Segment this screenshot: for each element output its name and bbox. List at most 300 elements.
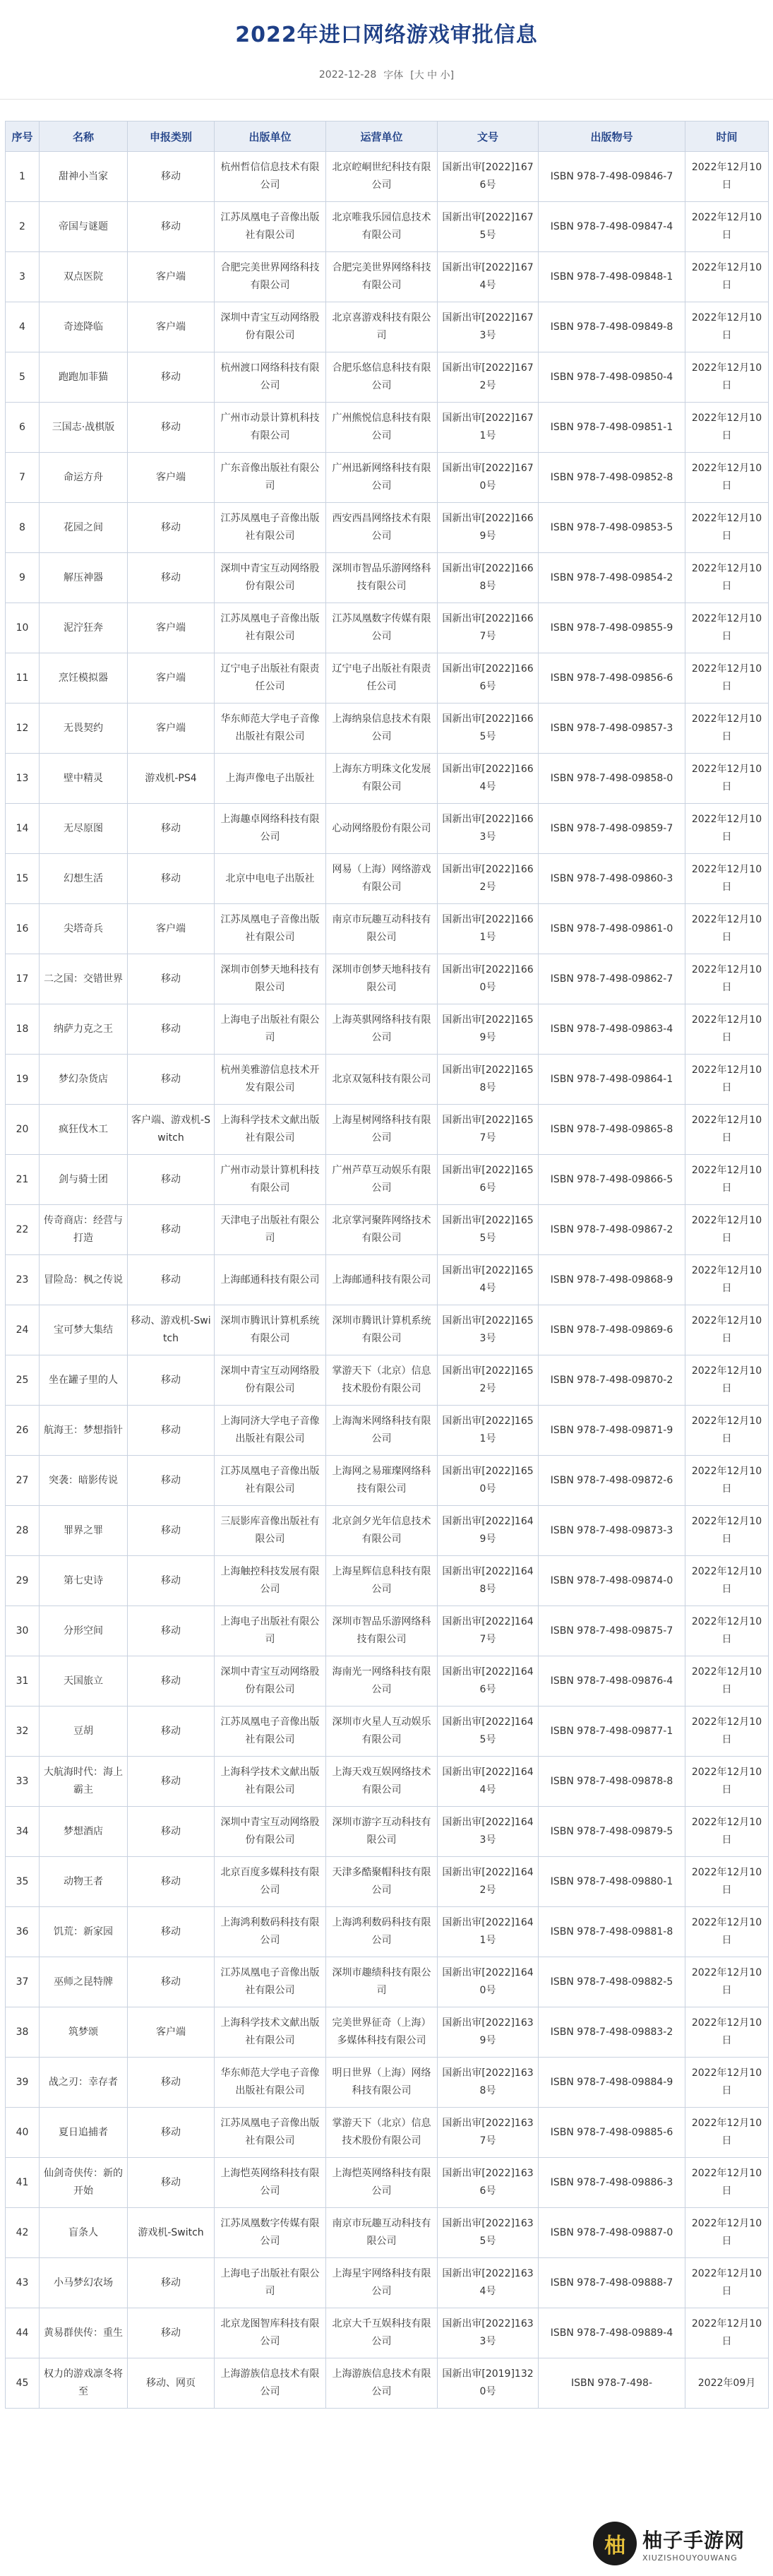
cell-doc-number: 国新出审[2022]1669号 — [438, 503, 539, 553]
cell-isbn: ISBN 978-7-498-09853-5 — [539, 503, 685, 553]
cell-operator: 上海星辉信息科技有限公司 — [326, 1556, 438, 1606]
cell-date: 2022年12月10日 — [685, 1105, 769, 1155]
cell-index: 29 — [6, 1556, 40, 1606]
cell-publisher: 上海触控科技发展有限公司 — [215, 1556, 326, 1606]
cell-operator: 天津多酷聚帽科技有限公司 — [326, 1857, 438, 1907]
cell-category: 移动 — [128, 352, 215, 403]
cell-category: 移动 — [128, 1606, 215, 1656]
cell-category: 移动 — [128, 1155, 215, 1205]
cell-date: 2022年12月10日 — [685, 503, 769, 553]
cell-operator: 上海纳泉信息技术有限公司 — [326, 704, 438, 754]
cell-index: 20 — [6, 1105, 40, 1155]
table-row — [6, 252, 769, 302]
cell-name: 奇迹降临 — [40, 302, 128, 352]
cell-isbn: ISBN 978-7-498-09873-3 — [539, 1506, 685, 1556]
cell-index: 7 — [6, 453, 40, 503]
cell-index: 13 — [6, 754, 40, 804]
table-row — [6, 1305, 769, 1355]
cell-doc-number: 国新出审[2022]1660号 — [438, 954, 539, 1004]
cell-isbn: ISBN 978-7-498-09866-5 — [539, 1155, 685, 1205]
cell-publisher: 天津电子出版社有限公司 — [215, 1205, 326, 1255]
cell-publisher: 北京中电电子出版社 — [215, 854, 326, 904]
cell-category: 移动 — [128, 1255, 215, 1305]
cell-index: 37 — [6, 1957, 40, 2007]
cell-operator: 上海东方明珠文化发展有限公司 — [326, 754, 438, 804]
table-row — [6, 1807, 769, 1857]
cell-name: 仙剑奇侠传：新的开始 — [40, 2158, 128, 2208]
cell-isbn: ISBN 978-7-498-09876-4 — [539, 1656, 685, 1707]
cell-name: 冒险岛：枫之传说 — [40, 1255, 128, 1305]
cell-doc-number: 国新出审[2022]1650号 — [438, 1456, 539, 1506]
cell-date: 2022年12月10日 — [685, 1355, 769, 1406]
table-row — [6, 1707, 769, 1757]
col-header-category: 申报类别 — [128, 121, 215, 152]
cell-isbn: ISBN 978-7-498-09878-8 — [539, 1757, 685, 1807]
cell-date: 2022年12月10日 — [685, 1305, 769, 1355]
cell-operator: 北京喜游戏科技有限公司 — [326, 302, 438, 352]
cell-publisher: 深圳中青宝互动网络股份有限公司 — [215, 302, 326, 352]
cell-index: 32 — [6, 1707, 40, 1757]
cell-operator: 广州熊悦信息科技有限公司 — [326, 403, 438, 453]
site-watermark — [593, 2516, 769, 2571]
cell-name: 战之刃：幸存者 — [40, 2058, 128, 2108]
table-row — [6, 2007, 769, 2058]
table-row — [6, 603, 769, 653]
table-row — [6, 1606, 769, 1656]
cell-publisher: 江苏凤凰电子音像出版社有限公司 — [215, 1707, 326, 1757]
cell-publisher: 杭州美雅游信息技术开发有限公司 — [215, 1055, 326, 1105]
cell-index: 14 — [6, 804, 40, 854]
cell-category: 移动 — [128, 2058, 215, 2108]
cell-isbn: ISBN 978-7-498-09856-6 — [539, 653, 685, 704]
cell-date: 2022年12月10日 — [685, 904, 769, 954]
cell-index: 12 — [6, 704, 40, 754]
cell-date: 2022年12月10日 — [685, 2007, 769, 2058]
cell-date: 2022年09月 — [685, 2358, 769, 2409]
cell-publisher: 上海电子出版社有限公司 — [215, 1606, 326, 1656]
cell-category: 移动 — [128, 1406, 215, 1456]
cell-index: 26 — [6, 1406, 40, 1456]
cell-date: 2022年12月10日 — [685, 603, 769, 653]
cell-index: 30 — [6, 1606, 40, 1656]
cell-index: 39 — [6, 2058, 40, 2108]
cell-publisher: 上海同济大学电子音像出版社有限公司 — [215, 1406, 326, 1456]
cell-doc-number: 国新出审[2022]1663号 — [438, 804, 539, 854]
cell-name: 第七史诗 — [40, 1556, 128, 1606]
cell-publisher: 上海电子出版社有限公司 — [215, 2258, 326, 2308]
cell-name: 泥泞狂奔 — [40, 603, 128, 653]
cell-isbn: ISBN 978-7-498-09875-7 — [539, 1606, 685, 1656]
cell-date: 2022年12月10日 — [685, 1807, 769, 1857]
cell-index: 33 — [6, 1757, 40, 1807]
table-row — [6, 453, 769, 503]
cell-name: 双点医院 — [40, 252, 128, 302]
cell-isbn: ISBN 978-7-498-09879-5 — [539, 1807, 685, 1857]
cell-index: 27 — [6, 1456, 40, 1506]
cell-doc-number: 国新出审[2022]1658号 — [438, 1055, 539, 1105]
cell-publisher: 华东师范大学电子音像出版社有限公司 — [215, 2058, 326, 2108]
cell-publisher: 上海声像电子出版社 — [215, 754, 326, 804]
cell-date: 2022年12月10日 — [685, 804, 769, 854]
cell-category: 客户端 — [128, 302, 215, 352]
cell-doc-number: 国新出审[2022]1635号 — [438, 2208, 539, 2258]
cell-date: 2022年12月10日 — [685, 754, 769, 804]
cell-isbn: ISBN 978-7-498-09846-7 — [539, 152, 685, 202]
cell-date: 2022年12月10日 — [685, 2058, 769, 2108]
cell-publisher: 广州市动景计算机科技有限公司 — [215, 403, 326, 453]
cell-category: 游戏机-Switch — [128, 2208, 215, 2258]
cell-isbn: ISBN 978-7-498-09848-1 — [539, 252, 685, 302]
cell-index: 25 — [6, 1355, 40, 1406]
cell-index: 36 — [6, 1907, 40, 1957]
cell-date: 2022年12月10日 — [685, 653, 769, 704]
cell-operator: 南京市玩趣互动科技有限公司 — [326, 904, 438, 954]
cell-doc-number: 国新出审[2022]1667号 — [438, 603, 539, 653]
col-header-publisher: 出版单位 — [215, 121, 326, 152]
cell-isbn: ISBN 978-7-498-09870-2 — [539, 1355, 685, 1406]
cell-index: 11 — [6, 653, 40, 704]
cell-doc-number: 国新出审[2022]1641号 — [438, 1907, 539, 1957]
cell-doc-number: 国新出审[2022]1642号 — [438, 1857, 539, 1907]
cell-date: 2022年12月10日 — [685, 1957, 769, 2007]
cell-name: 罪界之罪 — [40, 1506, 128, 1556]
cell-publisher: 江苏凤凰电子音像出版社有限公司 — [215, 503, 326, 553]
table-row — [6, 503, 769, 553]
cell-name: 跑跑加菲猫 — [40, 352, 128, 403]
cell-date: 2022年12月10日 — [685, 1757, 769, 1807]
cell-doc-number: 国新出审[2022]1633号 — [438, 2308, 539, 2358]
cell-isbn: ISBN 978-7-498-09849-8 — [539, 302, 685, 352]
cell-publisher: 上海鸿利数码科技有限公司 — [215, 1907, 326, 1957]
cell-operator: 上海星宇网络科技有限公司 — [326, 2258, 438, 2308]
cell-name: 三国志·战棋版 — [40, 403, 128, 453]
cell-date: 2022年12月10日 — [685, 302, 769, 352]
cell-isbn: ISBN 978-7-498-09862-7 — [539, 954, 685, 1004]
cell-isbn: ISBN 978-7-498-09883-2 — [539, 2007, 685, 2058]
cell-publisher: 上海电子出版社有限公司 — [215, 1004, 326, 1055]
cell-category: 移动、网页 — [128, 2358, 215, 2409]
cell-operator: 上海邮通科技有限公司 — [326, 1255, 438, 1305]
cell-date: 2022年12月10日 — [685, 1606, 769, 1656]
cell-isbn: ISBN 978-7-498-09868-9 — [539, 1255, 685, 1305]
cell-doc-number: 国新出审[2022]1647号 — [438, 1606, 539, 1656]
cell-operator: 上海星树网络科技有限公司 — [326, 1105, 438, 1155]
cell-isbn: ISBN 978-7-498-09847-4 — [539, 202, 685, 252]
cell-doc-number: 国新出审[2022]1637号 — [438, 2108, 539, 2158]
cell-name: 天国旅立 — [40, 1656, 128, 1707]
cell-index: 6 — [6, 403, 40, 453]
font-size-selector[interactable]: [大 中 小] — [410, 70, 455, 81]
cell-publisher: 上海趣卓网络科技有限公司 — [215, 804, 326, 854]
cell-category: 移动 — [128, 152, 215, 202]
cell-index: 23 — [6, 1255, 40, 1305]
cell-category: 移动 — [128, 1355, 215, 1406]
cell-doc-number: 国新出审[2022]1659号 — [438, 1004, 539, 1055]
table-row — [6, 1406, 769, 1456]
table-row — [6, 2108, 769, 2158]
col-header-doc-number: 文号 — [438, 121, 539, 152]
cell-doc-number: 国新出审[2022]1646号 — [438, 1656, 539, 1707]
cell-publisher: 广东音像出版社有限公司 — [215, 453, 326, 503]
table-row — [6, 1907, 769, 1957]
cell-category: 客户端 — [128, 2007, 215, 2058]
cell-date: 2022年12月10日 — [685, 1506, 769, 1556]
cell-name: 巫师之昆特牌 — [40, 1957, 128, 2007]
table-row — [6, 1556, 769, 1606]
cell-index: 19 — [6, 1055, 40, 1105]
cell-name: 剑与骑士团 — [40, 1155, 128, 1205]
cell-operator: 上海恺英网络科技有限公司 — [326, 2158, 438, 2208]
cell-category: 移动 — [128, 954, 215, 1004]
col-header-name: 名称 — [40, 121, 128, 152]
cell-publisher: 辽宁电子出版社有限责任公司 — [215, 653, 326, 704]
col-header-isbn: 出版物号 — [539, 121, 685, 152]
cell-doc-number: 国新出审[2022]1651号 — [438, 1406, 539, 1456]
cell-publisher: 深圳中青宝互动网络股份有限公司 — [215, 1656, 326, 1707]
cell-index: 45 — [6, 2358, 40, 2409]
cell-publisher: 杭州渡口网络科技有限公司 — [215, 352, 326, 403]
cell-operator: 西安西昌网络技术有限公司 — [326, 503, 438, 553]
cell-operator: 广州芦草互动娱乐有限公司 — [326, 1155, 438, 1205]
cell-name: 帝国与谜题 — [40, 202, 128, 252]
cell-publisher: 北京龙图智库科技有限公司 — [215, 2308, 326, 2358]
cell-isbn: ISBN 978-7-498-09872-6 — [539, 1456, 685, 1506]
cell-name: 黄易群侠传：重生 — [40, 2308, 128, 2358]
cell-date: 2022年12月10日 — [685, 1656, 769, 1707]
cell-doc-number: 国新出审[2022]1653号 — [438, 1305, 539, 1355]
cell-doc-number: 国新出审[2022]1676号 — [438, 152, 539, 202]
cell-doc-number: 国新出审[2022]1654号 — [438, 1255, 539, 1305]
cell-publisher: 江苏凤凰电子音像出版社有限公司 — [215, 1957, 326, 2007]
table-row — [6, 1656, 769, 1707]
cell-name: 盲条人 — [40, 2208, 128, 2258]
cell-index: 21 — [6, 1155, 40, 1205]
cell-isbn: ISBN 978-7-498-09889-4 — [539, 2308, 685, 2358]
cell-name: 小马梦幻农场 — [40, 2258, 128, 2308]
cell-isbn: ISBN 978-7-498-09857-3 — [539, 704, 685, 754]
cell-index: 40 — [6, 2108, 40, 2158]
cell-name: 梦幻杂货店 — [40, 1055, 128, 1105]
cell-name: 坐在罐子里的人 — [40, 1355, 128, 1406]
cell-doc-number: 国新出审[2022]1649号 — [438, 1506, 539, 1556]
cell-operator: 江苏凤凰数字传媒有限公司 — [326, 603, 438, 653]
cell-operator: 北京双氪科技有限公司 — [326, 1055, 438, 1105]
col-header-date: 时间 — [685, 121, 769, 152]
cell-doc-number: 国新出审[2022]1670号 — [438, 453, 539, 503]
cell-index: 3 — [6, 252, 40, 302]
table-row — [6, 2358, 769, 2409]
cell-publisher: 深圳中青宝互动网络股份有限公司 — [215, 1355, 326, 1406]
cell-isbn: ISBN 978-7-498-09880-1 — [539, 1857, 685, 1907]
cell-name: 分形空间 — [40, 1606, 128, 1656]
cell-name: 壁中精灵 — [40, 754, 128, 804]
cell-operator: 掌游天下（北京）信息技术股份有限公司 — [326, 1355, 438, 1406]
cell-category: 移动、游戏机-Switch — [128, 1305, 215, 1355]
table-row — [6, 1857, 769, 1907]
cell-name: 豆胡 — [40, 1707, 128, 1757]
cell-isbn: ISBN 978-7-498-09859-7 — [539, 804, 685, 854]
cell-publisher: 三辰影库音像出版社有限公司 — [215, 1506, 326, 1556]
cell-name: 筑梦颂 — [40, 2007, 128, 2058]
cell-date: 2022年12月10日 — [685, 1155, 769, 1205]
cell-isbn: ISBN 978-7-498-09882-5 — [539, 1957, 685, 2007]
cell-name: 饥荒：新家园 — [40, 1907, 128, 1957]
cell-category: 移动 — [128, 553, 215, 603]
cell-date: 2022年12月10日 — [685, 553, 769, 603]
cell-publisher: 江苏凤凰数字传媒有限公司 — [215, 2208, 326, 2258]
cell-operator: 深圳市智品乐游网络科技有限公司 — [326, 1606, 438, 1656]
table-row — [6, 904, 769, 954]
table-row — [6, 202, 769, 252]
cell-name: 无尽原图 — [40, 804, 128, 854]
cell-doc-number: 国新出审[2022]1671号 — [438, 403, 539, 453]
cell-operator: 上海淘米网络科技有限公司 — [326, 1406, 438, 1456]
table-row — [6, 854, 769, 904]
cell-publisher: 广州市动景计算机科技有限公司 — [215, 1155, 326, 1205]
cell-doc-number: 国新出审[2022]1664号 — [438, 754, 539, 804]
cell-date: 2022年12月10日 — [685, 453, 769, 503]
cell-index: 2 — [6, 202, 40, 252]
cell-category: 移动 — [128, 1857, 215, 1907]
cell-operator: 深圳市火星人互动娱乐有限公司 — [326, 1707, 438, 1757]
cell-index: 10 — [6, 603, 40, 653]
cell-index: 8 — [6, 503, 40, 553]
cell-date: 2022年12月10日 — [685, 1707, 769, 1757]
cell-date: 2022年12月10日 — [685, 152, 769, 202]
cell-category: 移动 — [128, 1957, 215, 2007]
table-header-row — [6, 121, 769, 152]
cell-date: 2022年12月10日 — [685, 1205, 769, 1255]
cell-publisher: 合肥完美世界网络科技有限公司 — [215, 252, 326, 302]
cell-category: 移动 — [128, 1707, 215, 1757]
cell-doc-number: 国新出审[2022]1643号 — [438, 1807, 539, 1857]
cell-category: 客户端 — [128, 653, 215, 704]
cell-operator: 完美世界征奇（上海）多媒体科技有限公司 — [326, 2007, 438, 2058]
publish-date: 2022-12-28 — [318, 69, 377, 81]
cell-operator: 北京崆峒世纪科技有限公司 — [326, 152, 438, 202]
cell-publisher: 江苏凤凰电子音像出版社有限公司 — [215, 1456, 326, 1506]
cell-category: 移动 — [128, 2158, 215, 2208]
table-row — [6, 302, 769, 352]
cell-isbn: ISBN 978-7-498-09852-8 — [539, 453, 685, 503]
cell-doc-number: 国新出审[2022]1656号 — [438, 1155, 539, 1205]
cell-name: 动物王者 — [40, 1857, 128, 1907]
col-header-operator: 运营单位 — [326, 121, 438, 152]
cell-name: 二之国：交错世界 — [40, 954, 128, 1004]
table-row — [6, 2208, 769, 2258]
cell-name: 突袭：暗影传说 — [40, 1456, 128, 1506]
cell-doc-number: 国新出审[2022]1674号 — [438, 252, 539, 302]
cell-date: 2022年12月10日 — [685, 1857, 769, 1907]
cell-operator: 深圳市创梦天地科技有限公司 — [326, 954, 438, 1004]
cell-isbn: ISBN 978-7-498-09858-0 — [539, 754, 685, 804]
cell-category: 移动 — [128, 1055, 215, 1105]
cell-category: 移动 — [128, 1807, 215, 1857]
cell-name: 夏日追捕者 — [40, 2108, 128, 2158]
cell-isbn: ISBN 978-7-498-09871-9 — [539, 1406, 685, 1456]
cell-publisher: 北京百度多媒科技有限公司 — [215, 1857, 326, 1907]
cell-index: 17 — [6, 954, 40, 1004]
cell-isbn: ISBN 978-7-498-09888-7 — [539, 2258, 685, 2308]
cell-operator: 辽宁电子出版社有限责任公司 — [326, 653, 438, 704]
cell-date: 2022年12月10日 — [685, 2108, 769, 2158]
cell-category: 移动 — [128, 1656, 215, 1707]
approval-table — [5, 121, 769, 2409]
cell-isbn: ISBN 978-7-498-09884-9 — [539, 2058, 685, 2108]
cell-operator: 海南光一网络科技有限公司 — [326, 1656, 438, 1707]
table-row — [6, 1255, 769, 1305]
cell-category: 移动 — [128, 1907, 215, 1957]
cell-category: 移动 — [128, 804, 215, 854]
article-meta — [0, 65, 773, 85]
cell-date: 2022年12月10日 — [685, 1055, 769, 1105]
cell-name: 梦想酒店 — [40, 1807, 128, 1857]
cell-index: 1 — [6, 152, 40, 202]
cell-category: 客户端、游戏机-Switch — [128, 1105, 215, 1155]
cell-publisher: 深圳中青宝互动网络股份有限公司 — [215, 553, 326, 603]
cell-index: 34 — [6, 1807, 40, 1857]
cell-publisher: 上海科学技术文献出版社有限公司 — [215, 2007, 326, 2058]
table-row — [6, 2158, 769, 2208]
cell-date: 2022年12月10日 — [685, 854, 769, 904]
cell-doc-number: 国新出审[2022]1655号 — [438, 1205, 539, 1255]
font-label: 字体 — [383, 70, 404, 81]
cell-operator: 深圳市趣绩科技有限公司 — [326, 1957, 438, 2007]
cell-isbn: ISBN 978-7-498-09881-8 — [539, 1907, 685, 1957]
cell-name: 纳萨力克之王 — [40, 1004, 128, 1055]
cell-isbn: ISBN 978-7-498-09887-0 — [539, 2208, 685, 2258]
cell-doc-number: 国新出审[2022]1652号 — [438, 1355, 539, 1406]
cell-category: 移动 — [128, 1506, 215, 1556]
cell-category: 客户端 — [128, 252, 215, 302]
cell-date: 2022年12月10日 — [685, 252, 769, 302]
col-header-index: 序号 — [6, 121, 40, 152]
table-row — [6, 1004, 769, 1055]
cell-publisher: 上海游族信息技术有限公司 — [215, 2358, 326, 2409]
table-row — [6, 653, 769, 704]
table-row — [6, 1957, 769, 2007]
cell-date: 2022年12月10日 — [685, 352, 769, 403]
cell-category: 移动 — [128, 1757, 215, 1807]
cell-index: 42 — [6, 2208, 40, 2258]
cell-category: 游戏机-PS4 — [128, 754, 215, 804]
cell-doc-number: 国新出审[2022]1673号 — [438, 302, 539, 352]
cell-isbn: ISBN 978-7-498-09867-2 — [539, 1205, 685, 1255]
cell-operator: 上海天戏互娱网络技术有限公司 — [326, 1757, 438, 1807]
cell-category: 移动 — [128, 854, 215, 904]
cell-name: 尖塔奇兵 — [40, 904, 128, 954]
cell-operator: 上海英骐网络科技有限公司 — [326, 1004, 438, 1055]
cell-doc-number: 国新出审[2022]1657号 — [438, 1105, 539, 1155]
table-body — [6, 152, 769, 2409]
cell-name: 幻想生活 — [40, 854, 128, 904]
cell-index: 16 — [6, 904, 40, 954]
cell-date: 2022年12月10日 — [685, 2158, 769, 2208]
cell-operator: 合肥完美世界网络科技有限公司 — [326, 252, 438, 302]
cell-index: 43 — [6, 2258, 40, 2308]
cell-date: 2022年12月10日 — [685, 954, 769, 1004]
table-row — [6, 1506, 769, 1556]
cell-name: 花园之间 — [40, 503, 128, 553]
cell-publisher: 杭州哲信信息技术有限公司 — [215, 152, 326, 202]
cell-publisher: 华东师范大学电子音像出版社有限公司 — [215, 704, 326, 754]
table-row — [6, 403, 769, 453]
cell-operator: 深圳市腾讯计算机系统有限公司 — [326, 1305, 438, 1355]
cell-isbn: ISBN 978-7-498-09850-4 — [539, 352, 685, 403]
table-row — [6, 1105, 769, 1155]
cell-doc-number: 国新出审[2022]1666号 — [438, 653, 539, 704]
cell-isbn: ISBN 978-7-498-09885-6 — [539, 2108, 685, 2158]
